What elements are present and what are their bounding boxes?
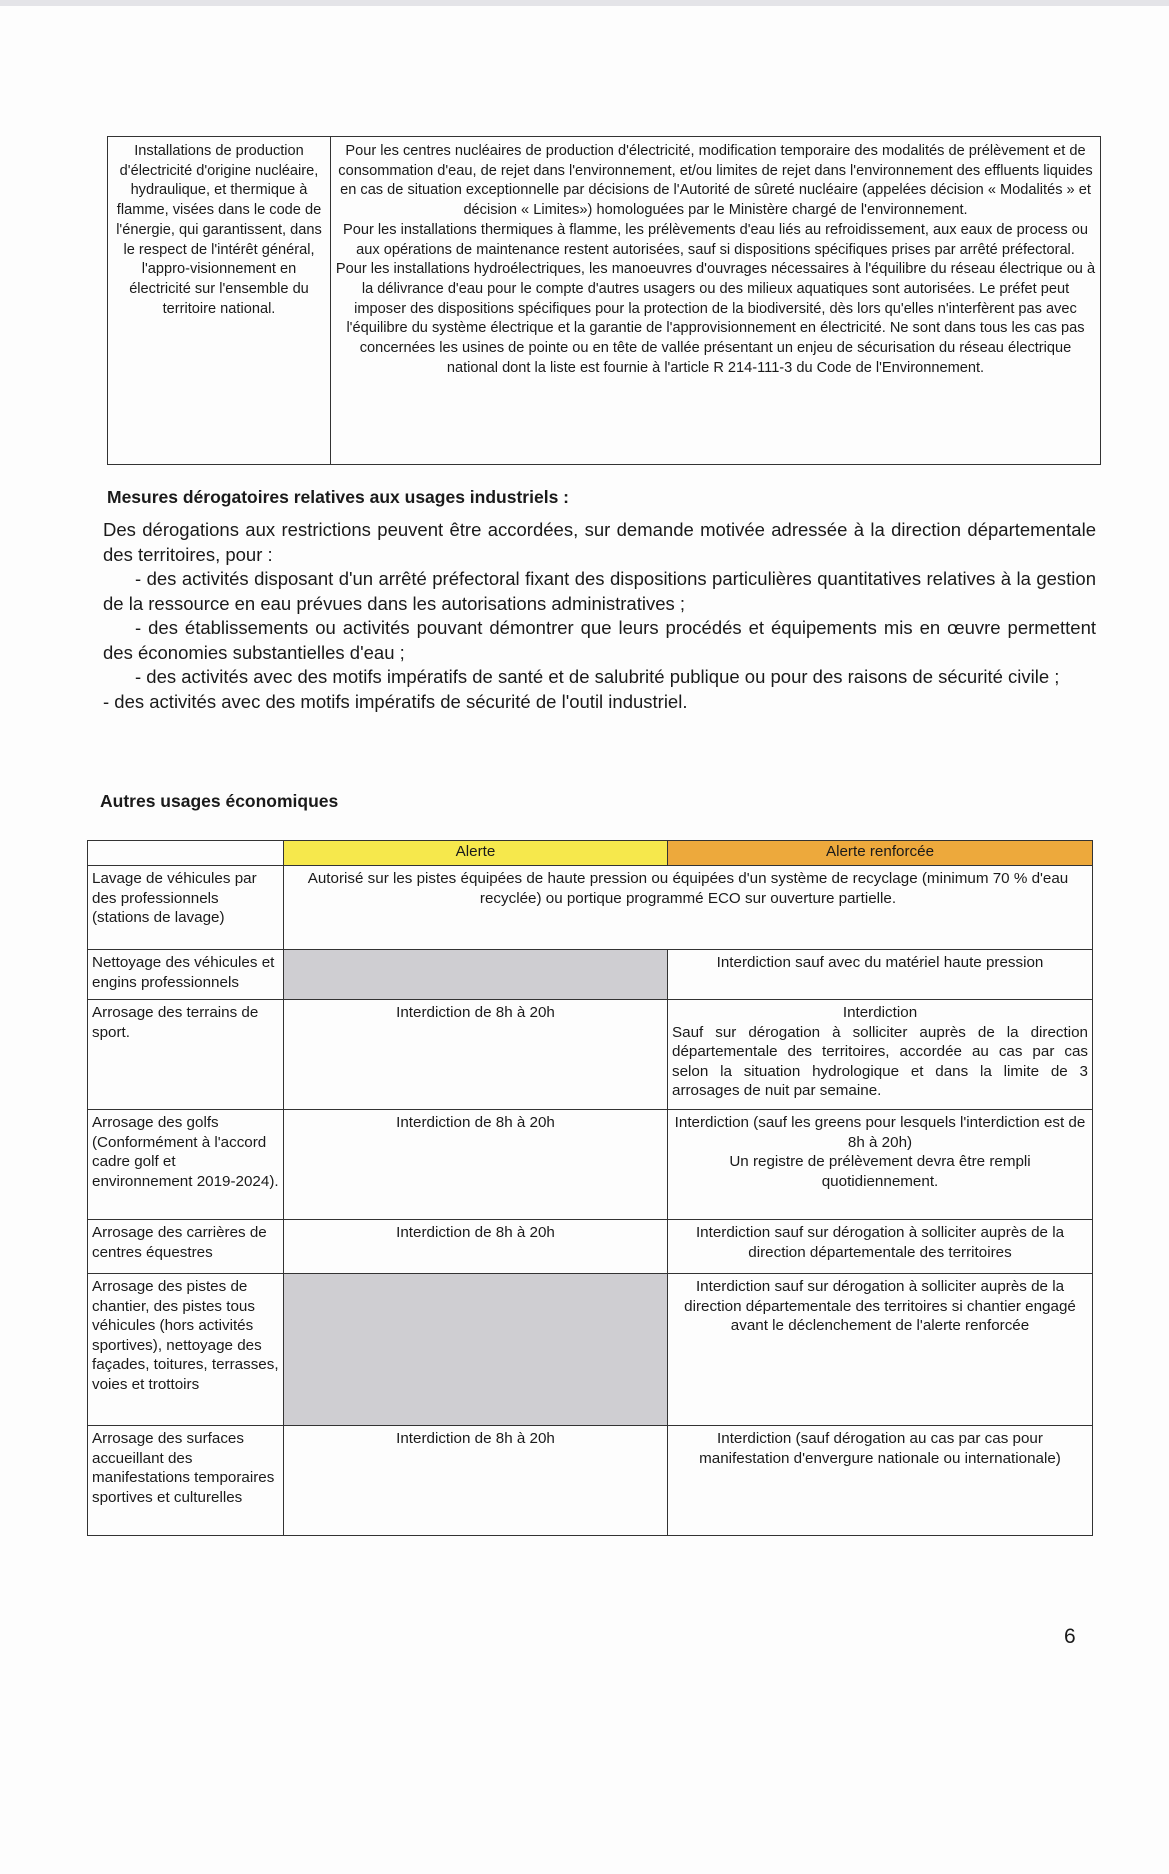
- table-row: [108, 137, 1101, 465]
- row-renforcee-cell: Interdiction sauf sur dérogation à solliciter auprès de la direction départementale des territoires: [668, 1220, 1093, 1274]
- row-alerte-cell: Interdiction de 8h à 20h: [284, 1220, 668, 1274]
- section-heading-autres-usages: Autres usages économiques: [100, 791, 339, 811]
- renforcee-text: Interdiction (sauf les greens pour lesquels l'interdiction est de 8h à 20h): [674, 1114, 1086, 1151]
- page-number: 6: [1064, 1625, 1076, 1648]
- derogations-intro: Des dérogations aux restrictions peuvent être accordées, sur demande motivée adressée à la direction départementale des territoires, pour :: [103, 519, 1096, 565]
- row-alerte-cell: [284, 1274, 668, 1426]
- table-row: [88, 1110, 1093, 1220]
- row-renforcee-cell: Interdiction (sauf dérogation au cas par cas pour manifestation d'envergure nationale ou internationale): [668, 1426, 1093, 1536]
- top-bar: [0, 0, 1169, 6]
- list-item: - des activités avec des motifs impératifs de sécurité de l'outil industriel.: [103, 690, 688, 712]
- row-renforcee-cell: Interdiction sauf avec du matériel haute pression: [668, 950, 1093, 1000]
- table-row: [88, 1000, 1093, 1110]
- row-renforcee-cell: [668, 1110, 1093, 1220]
- table-row: [88, 1220, 1093, 1274]
- energy-content-p2: Pour les installations thermiques à flamme, les prélèvements d'eau liés au refroidissement, aux eaux de process ou aux opérations de maintenance restent autorisées, sauf si dispositions spécifiques prises par arrêté préfectoral.: [342, 221, 1088, 258]
- row-alerte-cell: Interdiction de 8h à 20h: [284, 1110, 668, 1220]
- table-row: [88, 950, 1093, 1000]
- usages-table: [87, 840, 1093, 1536]
- section-heading-derogations: Mesures dérogatoires relatives aux usages industriels :: [107, 487, 569, 507]
- energy-table: [107, 136, 1101, 465]
- row-alerte-cell: Interdiction de 8h à 20h: [284, 1426, 668, 1536]
- header-alerte-renforcee: Alerte renforcée: [668, 841, 1093, 866]
- row-alerte-cell: Interdiction de 8h à 20h: [284, 1000, 668, 1110]
- table-row: [88, 1274, 1093, 1426]
- derogations-text: [103, 518, 1096, 714]
- renforcee-title: Interdiction: [842, 1004, 918, 1021]
- row-label: Arrosage des terrains de sport.: [88, 1000, 284, 1110]
- energy-content-cell: [331, 137, 1101, 465]
- table-header-row: [88, 841, 1093, 866]
- row-label: Lavage de véhicules par des professionnels (stations de lavage): [88, 866, 284, 950]
- row-label: Arrosage des carrières de centres équestres: [88, 1220, 284, 1274]
- row-renforcee-cell: Interdiction sauf sur dérogation à solliciter auprès de la direction départementale des territoires si chantier engagé avant le déclenchement de l'alerte renforcée: [668, 1274, 1093, 1426]
- list-item: - des activités disposant d'un arrêté préfectoral fixant des dispositions particulières quantitatives relatives à la gestion de la ressource en eau prévues dans les autorisations administratives ;: [103, 568, 1096, 614]
- row-alerte-cell: [284, 950, 668, 1000]
- list-item: - des établissements ou activités pouvant démontrer que leurs procédés et équipements mis en œuvre permettent des économies substantielles d'eau ;: [103, 617, 1096, 663]
- row-merged-cell: Autorisé sur les pistes équipées de haute pression ou équipées d'un système de recyclage (minimum 70 % d'eau recyclée) ou portique programmé ECO sur ouverture partielle.: [284, 866, 1093, 950]
- header-empty-cell: [88, 841, 284, 866]
- energy-label-cell: Installations de production d'électricité d'origine nucléaire, hydraulique, et thermique à flamme, visées dans le code de l'énergie, qui garantissent, dans le respect de l'intérêt général, l'appro-visionnement en électricité sur l'ensemble du territoire national.: [108, 137, 331, 465]
- energy-content-p3: Pour les installations hydroélectriques, les manoeuvres d'ouvrages nécessaires à l'équilibre du réseau électrique ou à la délivrance d'eau pour le compte d'autres usagers ou des milieux aquatiques sont autorisées. Le préfet peut imposer des dispositions spécifiques pour la protection de la biodiversité, dès lors qu'elles n'interfèrent pas avec l'équilibre du système électrique et la garantie de l'approvisionnement en électricité. Ne sont dans tous les cas pas concernées les usines de pointe ou en tête de vallée présentant un enjeu de sécurisation du réseau électrique national dont la liste est fournie à l'article R 214-111-3 du Code de l'Environnement.: [335, 261, 1096, 376]
- renforcee-text: Sauf sur dérogation à solliciter auprès de la direction départementale des territoires, accordée au cas par cas selon la situation hydrologique et dans la limite de 3 arrosages de nuit par semaine.: [672, 1023, 1088, 1099]
- header-alerte: Alerte: [284, 841, 668, 866]
- row-label: Arrosage des golfs (Conformément à l'accord cadre golf et environnement 2019-2024).: [88, 1110, 284, 1220]
- table-row: [88, 866, 1093, 950]
- row-label: Nettoyage des véhicules et engins professionnels: [88, 950, 284, 1000]
- row-label: Arrosage des surfaces accueillant des manifestations temporaires sportives et culturelles: [88, 1426, 284, 1536]
- energy-content-p1: Pour les centres nucléaires de production d'électricité, modification temporaire des modalités de prélèvement et de consommation d'eau, de rejet dans l'environnement, et/ou limites de rejet dans l'environnement des effluents liquides en cas de situation exceptionnelle par décisions de l'Autorité de sûreté nucléaire (appelées décision « Modalités » et décision « Limites») homologuées par le Ministère chargé de l'environnement.: [338, 143, 1093, 219]
- renforcee-text-2: Un registre de prélèvement devra être rempli quotidiennement.: [729, 1153, 1031, 1190]
- row-label: Arrosage des pistes de chantier, des pistes tous véhicules (hors activités sportives), nettoyage des façades, toitures, terrasses, voies et trottoirs: [88, 1274, 284, 1426]
- table-row: [88, 1426, 1093, 1536]
- list-item: - des activités avec des motifs impératifs de santé et de salubrité publique ou pour des raisons de sécurité civile ;: [135, 666, 1060, 687]
- row-renforcee-cell: [668, 1000, 1093, 1110]
